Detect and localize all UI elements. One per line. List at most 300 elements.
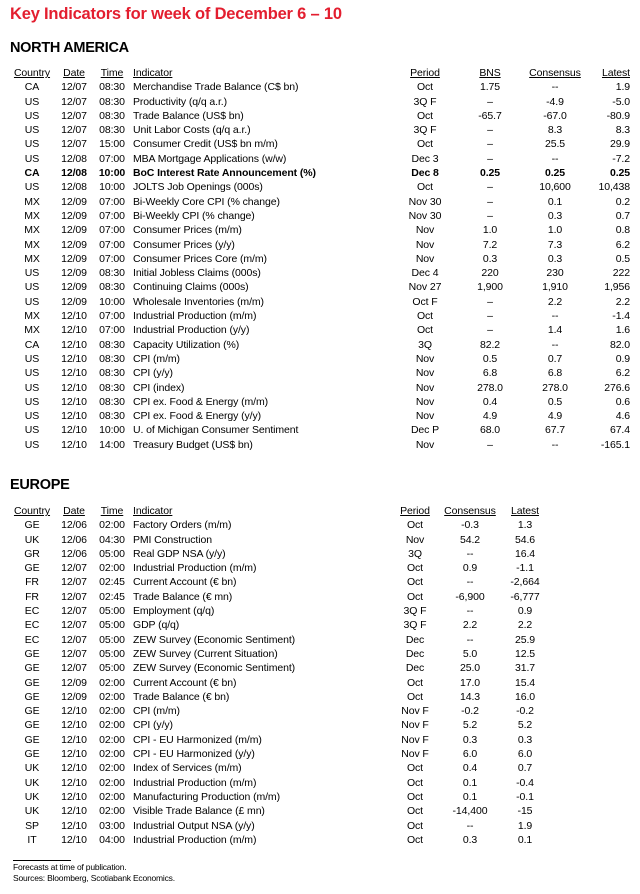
table-row [10, 547, 550, 561]
cell-latest: 1.6 [615, 324, 630, 337]
cell-latest: -0.4 [516, 776, 534, 789]
table-row [10, 423, 630, 437]
cell-bns: 1.75 [479, 81, 501, 94]
cell-latest: -80.9 [606, 109, 630, 122]
cell-period: Nov 27 [408, 281, 442, 294]
cell-consensus: 67.7 [544, 424, 566, 437]
cell-country: CA [24, 81, 40, 94]
cell-indicator: U. of Michigan Consumer Sentiment [133, 424, 299, 437]
table-row [10, 352, 630, 366]
cell-consensus: 0.4 [462, 762, 478, 775]
cell-date: 12/10 [61, 776, 87, 789]
cell-country: US [24, 352, 40, 365]
cell-country: GE [24, 676, 40, 689]
cell-period: Oct [416, 310, 434, 323]
cell-latest: 1.9 [615, 81, 630, 94]
column-header-period: Period [400, 505, 430, 517]
table-row [10, 647, 550, 661]
table-row [10, 819, 550, 833]
cell-latest: 222 [612, 267, 630, 280]
cell-consensus: 278.0 [542, 381, 568, 394]
cell-period: Dec P [410, 424, 440, 437]
cell-latest: 6.0 [517, 748, 533, 761]
cell-consensus: 25.5 [544, 138, 566, 151]
cell-time: 05:00 [99, 662, 125, 675]
cell-indicator: Consumer Prices (m/m) [133, 224, 242, 237]
table-row [10, 776, 550, 790]
table-header-row [10, 66, 630, 80]
cell-period: Oct [406, 590, 424, 603]
table-row [10, 152, 630, 166]
table-row [10, 395, 630, 409]
cell-period: Oct F [412, 295, 438, 308]
column-header-indicator: Indicator [133, 67, 173, 79]
cell-time: 07:00 [99, 209, 125, 222]
cell-consensus: -67.0 [543, 109, 567, 122]
cell-date: 12/07 [61, 633, 87, 646]
cell-date: 12/10 [61, 381, 87, 394]
table-row [10, 366, 630, 380]
cell-period: Dec [405, 662, 425, 675]
table-row [10, 733, 550, 747]
cell-indicator: Consumer Credit (US$ bn m/m) [133, 138, 278, 151]
cell-consensus: -- [551, 438, 559, 451]
cell-indicator: Industrial Output NSA (y/y) [133, 819, 255, 832]
cell-indicator: CPI ex. Food & Energy (m/m) [133, 395, 269, 408]
cell-latest: 0.8 [615, 224, 630, 237]
cell-country: MX [24, 224, 40, 237]
cell-latest: 1.3 [517, 519, 533, 532]
cell-date: 12/07 [61, 605, 87, 618]
cell-country: FR [25, 590, 39, 603]
cell-consensus: 0.3 [462, 733, 478, 746]
cell-date: 12/08 [61, 152, 87, 165]
cell-consensus: -0.3 [461, 519, 479, 532]
cell-period: Oct [406, 676, 424, 689]
cell-consensus: 4.9 [547, 410, 563, 423]
cell-period: Nov 30 [408, 209, 442, 222]
cell-latest: 0.9 [517, 605, 533, 618]
cell-latest: -0.1 [516, 790, 534, 803]
cell-period: Nov [415, 224, 435, 237]
cell-latest: 276.6 [604, 381, 630, 394]
cell-indicator: Merchandise Trade Balance (C$ bn) [133, 81, 299, 94]
cell-indicator: Unit Labor Costs (q/q a.r.) [133, 124, 251, 137]
cell-latest: -1.1 [516, 562, 534, 575]
cell-indicator: Productivity (q/q a.r.) [133, 95, 227, 108]
table-row [10, 590, 550, 604]
cell-country: GE [24, 748, 40, 761]
cell-date: 12/10 [61, 819, 87, 832]
cell-bns: 7.2 [482, 238, 498, 251]
cell-latest: 5.2 [517, 719, 533, 732]
cell-latest: -7.2 [612, 152, 630, 165]
table-row [10, 790, 550, 804]
cell-bns: 0.5 [482, 352, 498, 365]
cell-date: 12/10 [61, 733, 87, 746]
cell-bns: 0.3 [482, 252, 498, 265]
cell-country: SP [25, 819, 39, 832]
cell-date: 12/10 [61, 367, 87, 380]
cell-latest: 8.3 [615, 124, 630, 137]
cell-consensus: 17.0 [459, 676, 481, 689]
cell-date: 12/10 [61, 395, 87, 408]
europe-table [10, 504, 550, 847]
table-row [10, 323, 630, 337]
cell-period: Nov [415, 238, 435, 251]
cell-country: US [24, 109, 40, 122]
cell-latest: 0.7 [615, 209, 630, 222]
cell-latest: -0.2 [516, 705, 534, 718]
table-row [10, 618, 550, 632]
cell-time: 04:30 [99, 533, 125, 546]
cell-latest: -6,777 [510, 590, 540, 603]
cell-country: MX [24, 238, 40, 251]
cell-country: US [24, 381, 40, 394]
cell-consensus: 7.3 [547, 238, 563, 251]
cell-period: Nov [415, 352, 435, 365]
cell-consensus: -- [466, 819, 474, 832]
cell-country: UK [24, 762, 40, 775]
cell-indicator: Real GDP NSA (y/y) [133, 547, 226, 560]
cell-indicator: Industrial Production (m/m) [133, 776, 257, 789]
cell-date: 12/07 [61, 576, 87, 589]
table-row [10, 180, 630, 194]
cell-time: 02:00 [99, 562, 125, 575]
cell-bns: -65.7 [478, 109, 502, 122]
cell-consensus: 5.0 [462, 647, 478, 660]
cell-country: US [24, 424, 40, 437]
cell-time: 07:00 [99, 238, 125, 251]
cell-indicator: Current Account (€ bn) [133, 676, 237, 689]
cell-latest: -5.0 [612, 95, 630, 108]
cell-indicator: Bi-Weekly CPI (% change) [133, 209, 255, 222]
cell-date: 12/07 [61, 647, 87, 660]
cell-consensus: -- [466, 547, 474, 560]
cell-consensus: 5.2 [462, 719, 478, 732]
cell-consensus: 25.0 [459, 662, 481, 675]
cell-consensus: -- [551, 310, 559, 323]
cell-indicator: CPI (m/m) [133, 705, 180, 718]
cell-date: 12/10 [61, 310, 87, 323]
table-row [10, 761, 550, 775]
cell-indicator: Index of Services (m/m) [133, 762, 242, 775]
cell-country: US [24, 367, 40, 380]
cell-indicator: Industrial Production (m/m) [133, 562, 257, 575]
cell-bns: 220 [481, 267, 499, 280]
cell-indicator: Wholesale Inventories (m/m) [133, 295, 264, 308]
cell-latest: 0.9 [615, 352, 630, 365]
cell-bns: – [487, 152, 493, 165]
cell-bns: 68.0 [479, 424, 501, 437]
cell-consensus: 2.2 [462, 619, 478, 632]
cell-time: 08:30 [99, 267, 125, 280]
footnote-sources: Sources: Bloomberg, Scotiabank Economics. [13, 873, 175, 883]
cell-indicator: CPI - EU Harmonized (y/y) [133, 748, 255, 761]
cell-indicator: CPI (y/y) [133, 719, 173, 732]
table-row [10, 252, 630, 266]
cell-time: 02:45 [99, 590, 125, 603]
cell-time: 05:00 [99, 647, 125, 660]
column-header-date: Date [63, 67, 85, 79]
cell-country: UK [24, 790, 40, 803]
cell-latest: 6.2 [615, 367, 630, 380]
cell-latest: 2.2 [517, 619, 533, 632]
cell-consensus: 1,910 [542, 281, 568, 294]
cell-period: Nov F [401, 719, 429, 732]
cell-date: 12/09 [61, 252, 87, 265]
cell-time: 14:00 [99, 438, 125, 451]
cell-latest: 0.2 [615, 195, 630, 208]
table-row [10, 338, 630, 352]
cell-indicator: Trade Balance (€ bn) [133, 690, 230, 703]
cell-period: Oct [406, 805, 424, 818]
cell-country: EC [24, 619, 40, 632]
table-row [10, 166, 630, 180]
cell-time: 02:00 [99, 690, 125, 703]
column-header-consensus: Consensus [529, 67, 581, 79]
cell-date: 12/09 [61, 238, 87, 251]
cell-latest: 1.9 [517, 819, 533, 832]
column-header-time: Time [100, 67, 124, 79]
table-row [10, 676, 550, 690]
footnote-forecasts: Forecasts at time of publication. [13, 862, 127, 872]
cell-country: EC [24, 605, 40, 618]
cell-time: 02:00 [99, 805, 125, 818]
cell-country: GE [24, 662, 40, 675]
cell-date: 12/09 [61, 281, 87, 294]
cell-indicator: Visible Trade Balance (£ mn) [133, 805, 265, 818]
cell-country: GE [24, 562, 40, 575]
cell-period: Nov [415, 410, 435, 423]
cell-time: 08:30 [99, 338, 125, 351]
cell-country: GE [24, 690, 40, 703]
cell-date: 12/10 [61, 438, 87, 451]
cell-latest: 16.0 [514, 690, 536, 703]
cell-indicator: Industrial Production (y/y) [133, 324, 250, 337]
cell-country: IT [27, 833, 37, 846]
cell-time: 05:00 [99, 605, 125, 618]
cell-time: 07:00 [99, 195, 125, 208]
cell-country: GE [24, 719, 40, 732]
cell-bns: 4.9 [482, 410, 498, 423]
cell-indicator: ZEW Survey (Current Situation) [133, 647, 278, 660]
cell-indicator: Employment (q/q) [133, 605, 215, 618]
cell-date: 12/10 [61, 790, 87, 803]
cell-latest: 54.6 [514, 533, 536, 546]
cell-latest: 4.6 [615, 410, 630, 423]
cell-date: 12/07 [61, 562, 87, 575]
cell-time: 02:00 [99, 719, 125, 732]
cell-time: 08:30 [99, 95, 125, 108]
cell-indicator: Manufacturing Production (m/m) [133, 790, 280, 803]
cell-time: 08:30 [99, 352, 125, 365]
cell-consensus: 0.3 [547, 209, 563, 222]
column-header-indicator: Indicator [133, 505, 173, 517]
cell-indicator: Bi-Weekly Core CPI (% change) [133, 195, 280, 208]
cell-latest: -1.4 [612, 310, 630, 323]
table-row [10, 123, 630, 137]
cell-indicator: Treasury Budget (US$ bn) [133, 438, 253, 451]
cell-consensus: -- [551, 81, 559, 94]
cell-indicator: CPI (m/m) [133, 352, 180, 365]
cell-consensus: 14.3 [459, 690, 481, 703]
cell-date: 12/10 [61, 410, 87, 423]
cell-date: 12/09 [61, 267, 87, 280]
cell-time: 07:00 [99, 224, 125, 237]
cell-bns: 6.8 [482, 367, 498, 380]
cell-time: 02:00 [99, 776, 125, 789]
cell-bns: 1.0 [482, 224, 498, 237]
cell-consensus: 1.0 [547, 224, 563, 237]
cell-date: 12/07 [61, 109, 87, 122]
cell-time: 02:00 [99, 748, 125, 761]
cell-country: FR [25, 576, 39, 589]
cell-time: 02:45 [99, 576, 125, 589]
table-row [10, 409, 630, 423]
cell-consensus: -14,400 [452, 805, 488, 818]
cell-time: 10:00 [98, 167, 126, 180]
cell-latest: -165.1 [600, 438, 630, 451]
cell-indicator: Trade Balance (€ mn) [133, 590, 233, 603]
cell-latest: -2,664 [510, 576, 540, 589]
cell-period: 3Q F [413, 124, 437, 137]
cell-period: Oct [416, 324, 434, 337]
cell-indicator: GDP (q/q) [133, 619, 180, 632]
cell-time: 05:00 [99, 633, 125, 646]
cell-indicator: Consumer Prices Core (m/m) [133, 252, 267, 265]
cell-latest: 31.7 [514, 662, 536, 675]
cell-country: CA [24, 167, 40, 180]
cell-consensus: -- [466, 605, 474, 618]
cell-latest: 16.4 [514, 547, 536, 560]
table-row [10, 266, 630, 280]
cell-date: 12/10 [61, 748, 87, 761]
cell-time: 02:00 [99, 762, 125, 775]
cell-bns: – [487, 438, 493, 451]
cell-period: Oct [406, 690, 424, 703]
cell-date: 12/07 [61, 662, 87, 675]
column-header-country: Country [13, 67, 51, 79]
cell-country: GR [24, 547, 40, 560]
page-title: Key Indicators for week of December 6 – 10 [10, 5, 342, 23]
cell-indicator: Industrial Production (m/m) [133, 310, 257, 323]
cell-period: Oct [406, 819, 424, 832]
cell-country: US [24, 281, 40, 294]
table-row [10, 518, 550, 532]
cell-latest: 82.0 [609, 338, 630, 351]
cell-consensus: -- [551, 338, 559, 351]
cell-indicator: CPI (y/y) [133, 367, 173, 380]
cell-latest: 67.4 [609, 424, 630, 437]
cell-period: Oct [406, 762, 424, 775]
cell-time: 04:00 [99, 833, 125, 846]
cell-country: GE [24, 519, 40, 532]
cell-period: Nov [415, 395, 435, 408]
cell-indicator: CPI ex. Food & Energy (y/y) [133, 410, 262, 423]
cell-time: 08:30 [99, 281, 125, 294]
cell-country: EC [24, 633, 40, 646]
cell-date: 12/10 [61, 705, 87, 718]
table-header-row [10, 504, 550, 518]
cell-bns: – [487, 195, 493, 208]
cell-consensus: 6.0 [462, 748, 478, 761]
cell-time: 07:00 [99, 310, 125, 323]
cell-date: 12/10 [61, 424, 87, 437]
cell-consensus: 10,600 [539, 181, 571, 194]
cell-time: 08:30 [99, 395, 125, 408]
table-row [10, 561, 550, 575]
cell-country: US [24, 152, 40, 165]
cell-country: MX [24, 310, 40, 323]
cell-period: Nov [405, 533, 425, 546]
cell-country: US [24, 295, 40, 308]
cell-indicator: Continuing Claims (000s) [133, 281, 249, 294]
cell-period: Nov [415, 367, 435, 380]
cell-latest: 0.25 [609, 167, 630, 180]
cell-period: 3Q F [403, 619, 427, 632]
cell-bns: 1,900 [477, 281, 503, 294]
cell-indicator: ZEW Survey (Economic Sentiment) [133, 662, 296, 675]
north-america-table [10, 66, 630, 452]
cell-bns: – [487, 124, 493, 137]
cell-consensus: 2.2 [547, 295, 563, 308]
cell-period: Oct [406, 776, 424, 789]
cell-date: 12/10 [61, 719, 87, 732]
table-row [10, 438, 630, 452]
cell-time: 07:00 [99, 252, 125, 265]
cell-country: US [24, 438, 40, 451]
cell-period: Nov F [401, 748, 429, 761]
cell-date: 12/07 [61, 619, 87, 632]
cell-bns: 0.4 [482, 395, 498, 408]
cell-country: US [24, 395, 40, 408]
cell-date: 12/09 [61, 295, 87, 308]
cell-period: Dec [405, 633, 425, 646]
cell-consensus: 54.2 [459, 533, 481, 546]
cell-latest: 1,956 [604, 281, 630, 294]
cell-consensus: -4.9 [546, 95, 564, 108]
cell-date: 12/07 [61, 81, 87, 94]
cell-period: Nov 30 [408, 195, 442, 208]
cell-period: Oct [406, 790, 424, 803]
table-row [10, 223, 630, 237]
cell-date: 12/09 [61, 676, 87, 689]
cell-period: Oct [416, 81, 434, 94]
cell-time: 08:30 [99, 124, 125, 137]
cell-latest: 15.4 [514, 676, 536, 689]
europe-heading: EUROPE [10, 477, 70, 493]
cell-latest: 29.9 [609, 138, 630, 151]
cell-bns: 278.0 [477, 381, 503, 394]
cell-time: 10:00 [99, 181, 125, 194]
cell-time: 15:00 [99, 138, 125, 151]
cell-consensus: -- [466, 633, 474, 646]
cell-date: 12/09 [61, 690, 87, 703]
cell-indicator: Consumer Prices (y/y) [133, 238, 235, 251]
column-header-period: Period [410, 67, 440, 79]
cell-time: 08:30 [99, 381, 125, 394]
cell-time: 02:00 [99, 733, 125, 746]
column-header-latest: Latest [510, 505, 539, 517]
cell-period: Oct [406, 519, 424, 532]
cell-period: Oct [406, 833, 424, 846]
cell-time: 03:00 [99, 819, 125, 832]
cell-bns: – [487, 181, 493, 194]
cell-bns: – [487, 209, 493, 222]
table-row [10, 704, 550, 718]
footnote-divider [13, 860, 71, 861]
